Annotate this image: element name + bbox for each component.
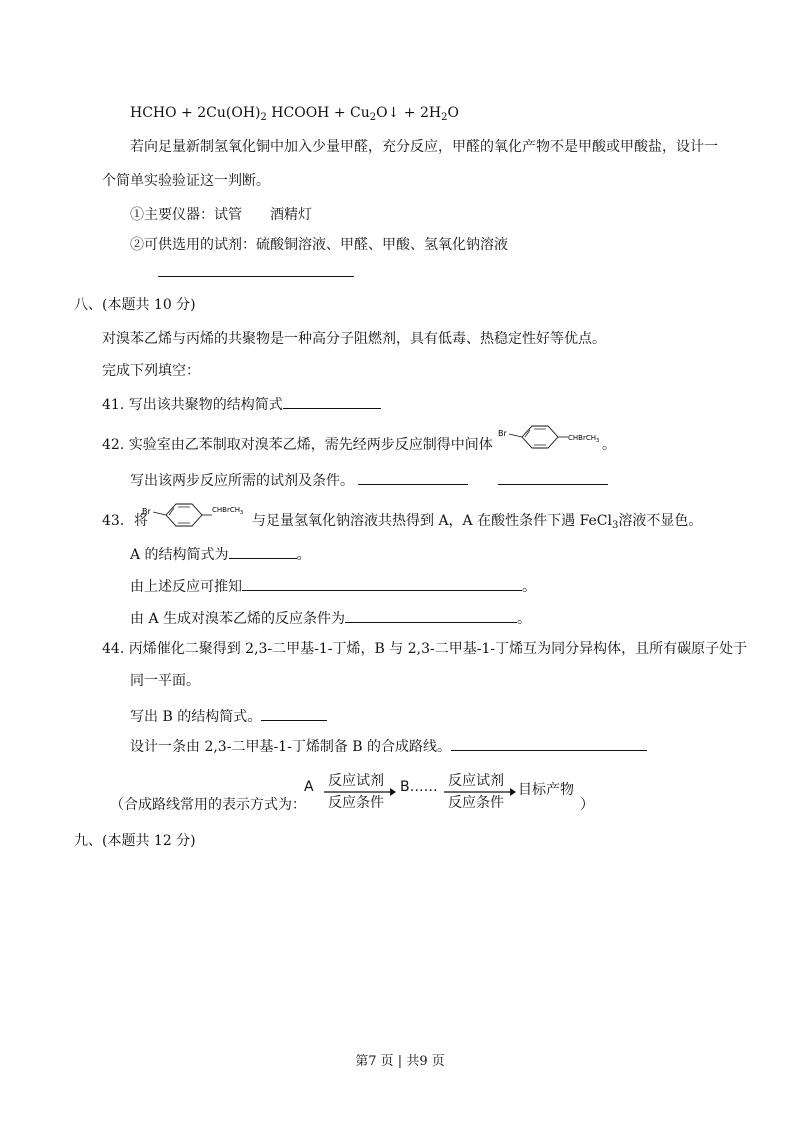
route-cond-1: 反应条件 (328, 795, 384, 811)
q43-b (130, 576, 536, 596)
fill-instruction: 完成下列填空： (102, 363, 200, 379)
q43a-blank[interactable] (229, 544, 297, 559)
q44-a: 44. 丙烯催化二聚得到 2,3-二甲基-1-丁烯，B 与 2,3-二甲基-1-丁烯互为同分异构体，且所有碳原子处于 (102, 641, 748, 657)
br-label: Br (498, 429, 507, 438)
q44c-blank[interactable] (261, 706, 327, 721)
dot: 。 (517, 611, 532, 627)
dot: 。 (296, 547, 311, 563)
item-reagents: ②可供选用的试剂：硫酸铜溶液、甲醛、甲酸、氢氧化钠溶液 (130, 237, 508, 253)
para-b: 个简单实验验证这一判断。 (102, 173, 270, 189)
page-footer: 第7 页 | 共9 页 (355, 1054, 445, 1069)
group-sub: 3 (239, 510, 244, 516)
route-prefix: （合成路线常用的表示方式为： (110, 797, 306, 813)
eq-sub: 2 (260, 112, 267, 123)
question-42 (102, 436, 493, 454)
route-a: A (304, 779, 314, 795)
q43c-text: 由 A 生成对溴苯乙烯的反应条件为 (130, 611, 346, 627)
q44-d (130, 736, 647, 756)
q43b-blank[interactable] (242, 576, 522, 591)
section-9-header: 九、(本题共 12 分) (74, 833, 196, 849)
q44c-text: 写出 B 的结构简式。 (130, 709, 262, 725)
q42-blank-2[interactable] (498, 470, 608, 485)
q42b-text: 写出该两步反应所需的试剂及条件。 (130, 473, 354, 489)
q43-sub: 3 (612, 520, 619, 531)
q43a-text: A 的结构简式为 (130, 547, 229, 563)
q43-a (130, 544, 311, 564)
route-cond-2: 反应条件 (448, 795, 504, 811)
q42-text: 42. 实验室由乙苯制取对溴苯乙烯，需先经两步反应制得中间体 (102, 437, 493, 453)
eq-part: HCOOH + Cu (266, 105, 370, 121)
q41-text: 41. 写出该共聚物的结构简式 (102, 397, 283, 413)
intermediate-structure-icon (496, 420, 611, 454)
eq-part: O↓ + 2H (376, 105, 442, 121)
reaction-equation (130, 104, 459, 122)
group-sub: 3 (595, 438, 600, 444)
question-42-b (130, 470, 608, 490)
q43-post-text-b: 溶液不显色。 (618, 513, 703, 529)
q44-b: 同一平面。 (130, 673, 200, 689)
route-suffix: ） (580, 797, 594, 813)
br-label: Br (142, 507, 151, 516)
group-label: CHBrCH (568, 434, 596, 442)
q44d-blank[interactable] (451, 736, 647, 751)
eq-sub: 2 (441, 112, 448, 123)
q43-c (130, 608, 531, 628)
q43c-blank[interactable] (345, 608, 517, 623)
eq-part: O (447, 105, 459, 121)
route-reagent-2: 反应试剂 (448, 773, 504, 789)
section-8-header: 八、(本题共 10 分) (74, 297, 196, 313)
q42-blank-1[interactable] (358, 470, 468, 485)
para-a: 若向足量新制氢氧化铜中加入少量甲醛，充分反应，甲醛的氧化产物不是甲酸或甲酸盐，设计一 (130, 139, 718, 155)
eq-part: HCHO + 2Cu(OH) (130, 105, 261, 121)
synthesis-route-diagram (300, 770, 590, 810)
route-target: 目标产物 (518, 782, 574, 798)
item-apparatus: ①主要仪器：试管 酒精灯 (130, 207, 312, 223)
q43-post-text: 与足量氢氧化钠溶液共热得到 A，A 在酸性条件下遇 FeCl (252, 513, 612, 529)
q43-pre: 43．将 (102, 513, 148, 529)
q41-blank[interactable] (283, 394, 381, 409)
bromo-compound-structure-icon (140, 498, 255, 532)
svg-text:CHBrCH3 (568, 434, 599, 444)
q44d-text: 设计一条由 2,3-二甲基-1-丁烯制备 B 的合成路线。 (130, 739, 452, 755)
route-reagent-1: 反应试剂 (328, 773, 384, 789)
q42-dot: 。 (602, 437, 616, 453)
answer-blank[interactable] (158, 262, 354, 282)
eq-sub: 2 (369, 112, 377, 123)
q43-post (252, 512, 702, 530)
q43b-text: 由上述反应可推知 (130, 579, 242, 595)
q44-c (130, 706, 327, 726)
question-41 (102, 394, 381, 414)
group-label: CHBrCH (212, 506, 240, 514)
route-b: B…… (400, 779, 438, 795)
section-8-intro: 对溴苯乙烯与丙烯的共聚物是一种高分子阻燃剂，具有低毒、热稳定性好等优点。 (102, 331, 606, 347)
dot: 。 (522, 579, 536, 595)
svg-text:CHBrCH3 (212, 506, 243, 516)
